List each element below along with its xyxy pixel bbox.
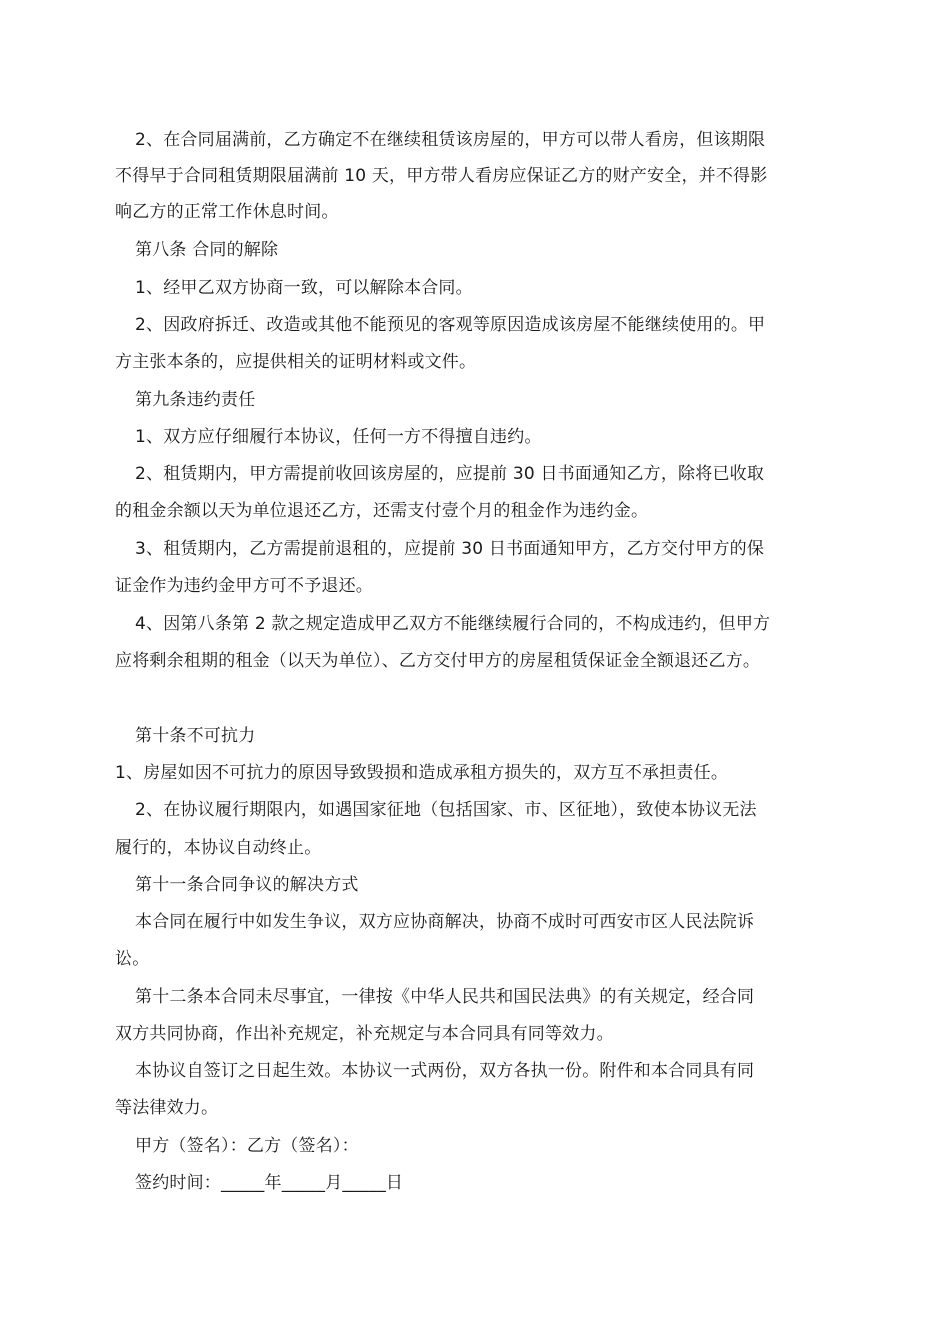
paragraph-line: 讼。 [115,949,150,969]
paragraph-line: 响乙方的正常工作休息时间。 [115,202,339,222]
paragraph-line: 1、经甲乙双方协商一致，可以解除本合同。 [135,278,473,298]
paragraph-line: 证金作为违约金甲方可不予退还。 [115,576,373,596]
section-heading: 第九条违约责任 [135,390,256,410]
paragraph-line: 3、租赁期内，乙方需提前退租的，应提前 30 日书面通知甲方，乙方交付甲方的保 [135,539,765,559]
paragraph-line: 本协议自签订之日起生效。本协议一式两份，双方各执一份。附件和本合同具有同 [135,1061,755,1081]
paragraph-line: 的租金余额以天为单位退还乙方，还需支付壹个月的租金作为违约金。 [115,501,649,521]
paragraph-line: 应将剩余租期的租金（以天为单位）、乙方交付甲方的房屋租赁保证金全额退还乙方。 [115,651,761,671]
paragraph-line: 1、双方应仔细履行本协议，任何一方不得擅自违约。 [135,427,542,447]
section-heading: 第十条不可抗力 [135,726,256,746]
paragraph-line: 2、在协议履行期限内，如遇国家征地（包括国家、市、区征地），致使本协议无法 [135,800,757,820]
section-heading: 第八条 合同的解除 [135,240,279,260]
paragraph-line: 2、因政府拆迁、改造或其他不能预见的客观等原因造成该房屋不能继续使用的。甲 [135,315,766,335]
paragraph-line: 不得早于合同租赁期限届满前 10 天，甲方带人看房应保证乙方的财产安全，并不得影 [115,166,768,186]
paragraph-line: 4、因第八条第 2 款之规定造成甲乙双方不能继续履行合同的，不构成违约，但甲方 [135,614,771,634]
paragraph-line: 履行的，本协议自动终止。 [115,838,322,858]
signing-date-line: 签约时间：_____年_____月_____日 [135,1173,404,1193]
paragraph-line: 本合同在履行中如发生争议，双方应协商解决，协商不成时可西安市区人民法院诉 [135,912,755,932]
signature-line: 甲方（签名）：乙方（签名）： [135,1136,359,1156]
paragraph-line: 等法律效力。 [115,1098,219,1118]
paragraph-line: 2、租赁期内，甲方需提前收回该房屋的，应提前 30 日书面通知乙方，除将已收取 [135,464,765,484]
paragraph-line: 1、房屋如因不可抗力的原因导致毁损和造成承租方损失的，双方互不承担责任。 [115,763,729,783]
paragraph-line: 2、在合同届满前，乙方确定不在继续租赁该房屋的，甲方可以带人看房，但该期限 [135,130,766,150]
paragraph-line: 方主张本条的，应提供相关的证明材料或文件。 [115,352,477,372]
section-heading: 第十一条合同争议的解决方式 [135,875,359,895]
paragraph-line: 双方共同协商，作出补充规定，补充规定与本合同具有同等效力。 [115,1024,614,1044]
paragraph-line: 第十二条本合同未尽事宜，一律按《中华人民共和国民法典》的有关规定，经合同 [135,987,755,1007]
